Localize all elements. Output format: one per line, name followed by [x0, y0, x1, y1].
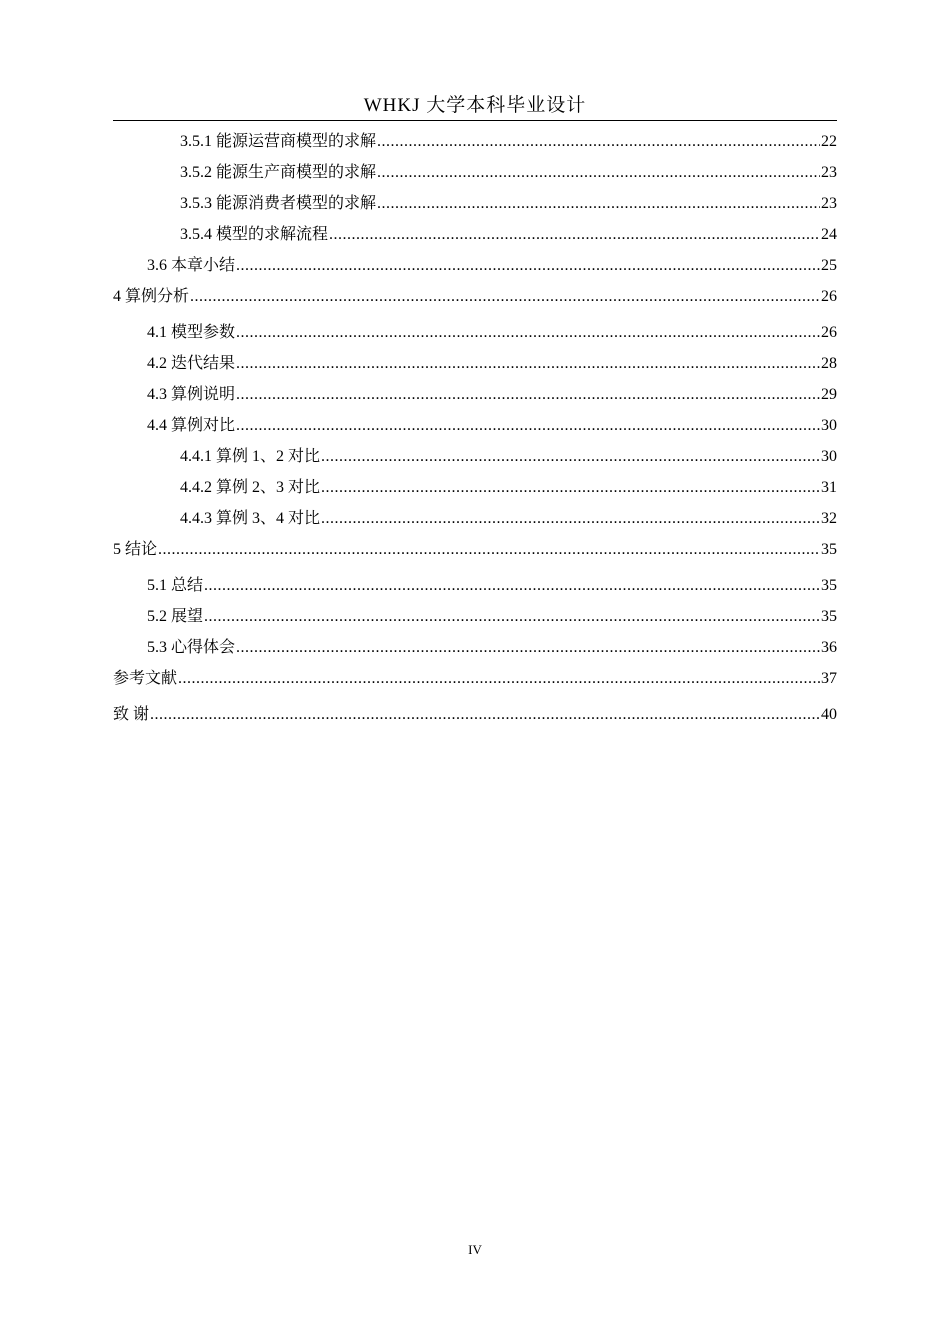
table-of-contents — [113, 122, 837, 725]
toc-entry-page: 25 — [821, 257, 837, 274]
toc-entry[interactable] — [113, 354, 837, 374]
toc-leader-dots — [236, 354, 820, 374]
toc-entry-title: 4.4 算例对比 — [147, 417, 236, 434]
toc-entry-title: 5.3 心得体会 — [147, 639, 236, 656]
toc-entry[interactable] — [113, 323, 837, 343]
toc-entry-title: 4.4.3 算例 3、4 对比 — [180, 510, 321, 527]
toc-leader-dots — [236, 323, 820, 343]
toc-entry[interactable] — [113, 132, 837, 152]
toc-leader-dots — [377, 163, 820, 183]
toc-entry[interactable] — [113, 607, 837, 627]
toc-leader-dots — [190, 287, 820, 307]
toc-entry-page: 23 — [821, 164, 837, 181]
toc-entry[interactable] — [113, 225, 837, 245]
toc-leader-dots — [236, 256, 820, 276]
toc-entry-title: 4.4.1 算例 1、2 对比 — [180, 448, 321, 465]
toc-leader-dots — [158, 540, 820, 560]
toc-entry[interactable] — [113, 638, 837, 658]
toc-entry[interactable] — [113, 669, 837, 689]
toc-entry-page: 30 — [821, 417, 837, 434]
toc-entry-title: 4.1 模型参数 — [147, 324, 236, 341]
toc-entry[interactable] — [113, 385, 837, 405]
toc-leader-dots — [329, 225, 820, 245]
page-number: IV — [468, 1242, 482, 1257]
toc-entry-page: 40 — [821, 706, 837, 723]
toc-entry-page: 22 — [821, 133, 837, 150]
toc-leader-dots — [321, 478, 820, 498]
toc-entry[interactable] — [113, 447, 837, 467]
toc-entry-page: 36 — [821, 639, 837, 656]
toc-entry-page: 35 — [821, 577, 837, 594]
toc-leader-dots — [377, 132, 820, 152]
toc-entry-page: 30 — [821, 448, 837, 465]
page-header — [113, 92, 837, 121]
toc-entry-title: 5.2 展望 — [147, 608, 204, 625]
toc-entry-page: 28 — [821, 355, 837, 372]
toc-entry-page: 37 — [821, 670, 837, 687]
toc-leader-dots — [178, 669, 820, 689]
toc-entry-page: 29 — [821, 386, 837, 403]
toc-entry-title: 5.1 总结 — [147, 577, 204, 594]
toc-leader-dots — [377, 194, 820, 214]
toc-entry-title: 3.5.2 能源生产商模型的求解 — [180, 164, 377, 181]
toc-entry-title: 3.5.3 能源消费者模型的求解 — [180, 195, 377, 212]
toc-entry[interactable] — [113, 194, 837, 214]
toc-entry-page: 26 — [821, 324, 837, 341]
toc-entry[interactable] — [113, 478, 837, 498]
toc-entry-title: 4.3 算例说明 — [147, 386, 236, 403]
toc-leader-dots — [236, 416, 820, 436]
toc-entry-page: 31 — [821, 479, 837, 496]
toc-entry-page: 32 — [821, 510, 837, 527]
toc-entry-title: 3.5.4 模型的求解流程 — [180, 226, 329, 243]
toc-leader-dots — [236, 385, 820, 405]
toc-entry[interactable] — [113, 705, 837, 725]
toc-entry-title: 4 算例分析 — [113, 288, 190, 305]
toc-leader-dots — [321, 447, 820, 467]
toc-entry-page: 26 — [821, 288, 837, 305]
toc-entry[interactable] — [113, 163, 837, 183]
toc-entry-title: 3.5.1 能源运营商模型的求解 — [180, 133, 377, 150]
toc-entry-page: 24 — [821, 226, 837, 243]
toc-entry[interactable] — [113, 256, 837, 276]
toc-leader-dots — [236, 638, 820, 658]
toc-entry-page: 35 — [821, 608, 837, 625]
toc-entry-title: 4.4.2 算例 2、3 对比 — [180, 479, 321, 496]
header-title: WHKJ 大学本科毕业设计 — [363, 95, 587, 116]
toc-entry[interactable] — [113, 576, 837, 596]
toc-leader-dots — [321, 509, 820, 529]
toc-entry-title: 参考文献 — [113, 670, 178, 687]
toc-leader-dots — [150, 705, 820, 725]
toc-leader-dots — [204, 607, 820, 627]
toc-entry[interactable] — [113, 540, 837, 560]
toc-entry[interactable] — [113, 287, 837, 307]
toc-entry[interactable] — [113, 509, 837, 529]
toc-entry-title: 致 谢 — [113, 706, 150, 723]
toc-entry-page: 23 — [821, 195, 837, 212]
toc-entry-page: 35 — [821, 541, 837, 558]
toc-entry-title: 3.6 本章小结 — [147, 257, 236, 274]
toc-leader-dots — [204, 576, 820, 596]
toc-entry[interactable] — [113, 416, 837, 436]
toc-entry-title: 4.2 迭代结果 — [147, 355, 236, 372]
toc-entry-title: 5 结论 — [113, 541, 158, 558]
